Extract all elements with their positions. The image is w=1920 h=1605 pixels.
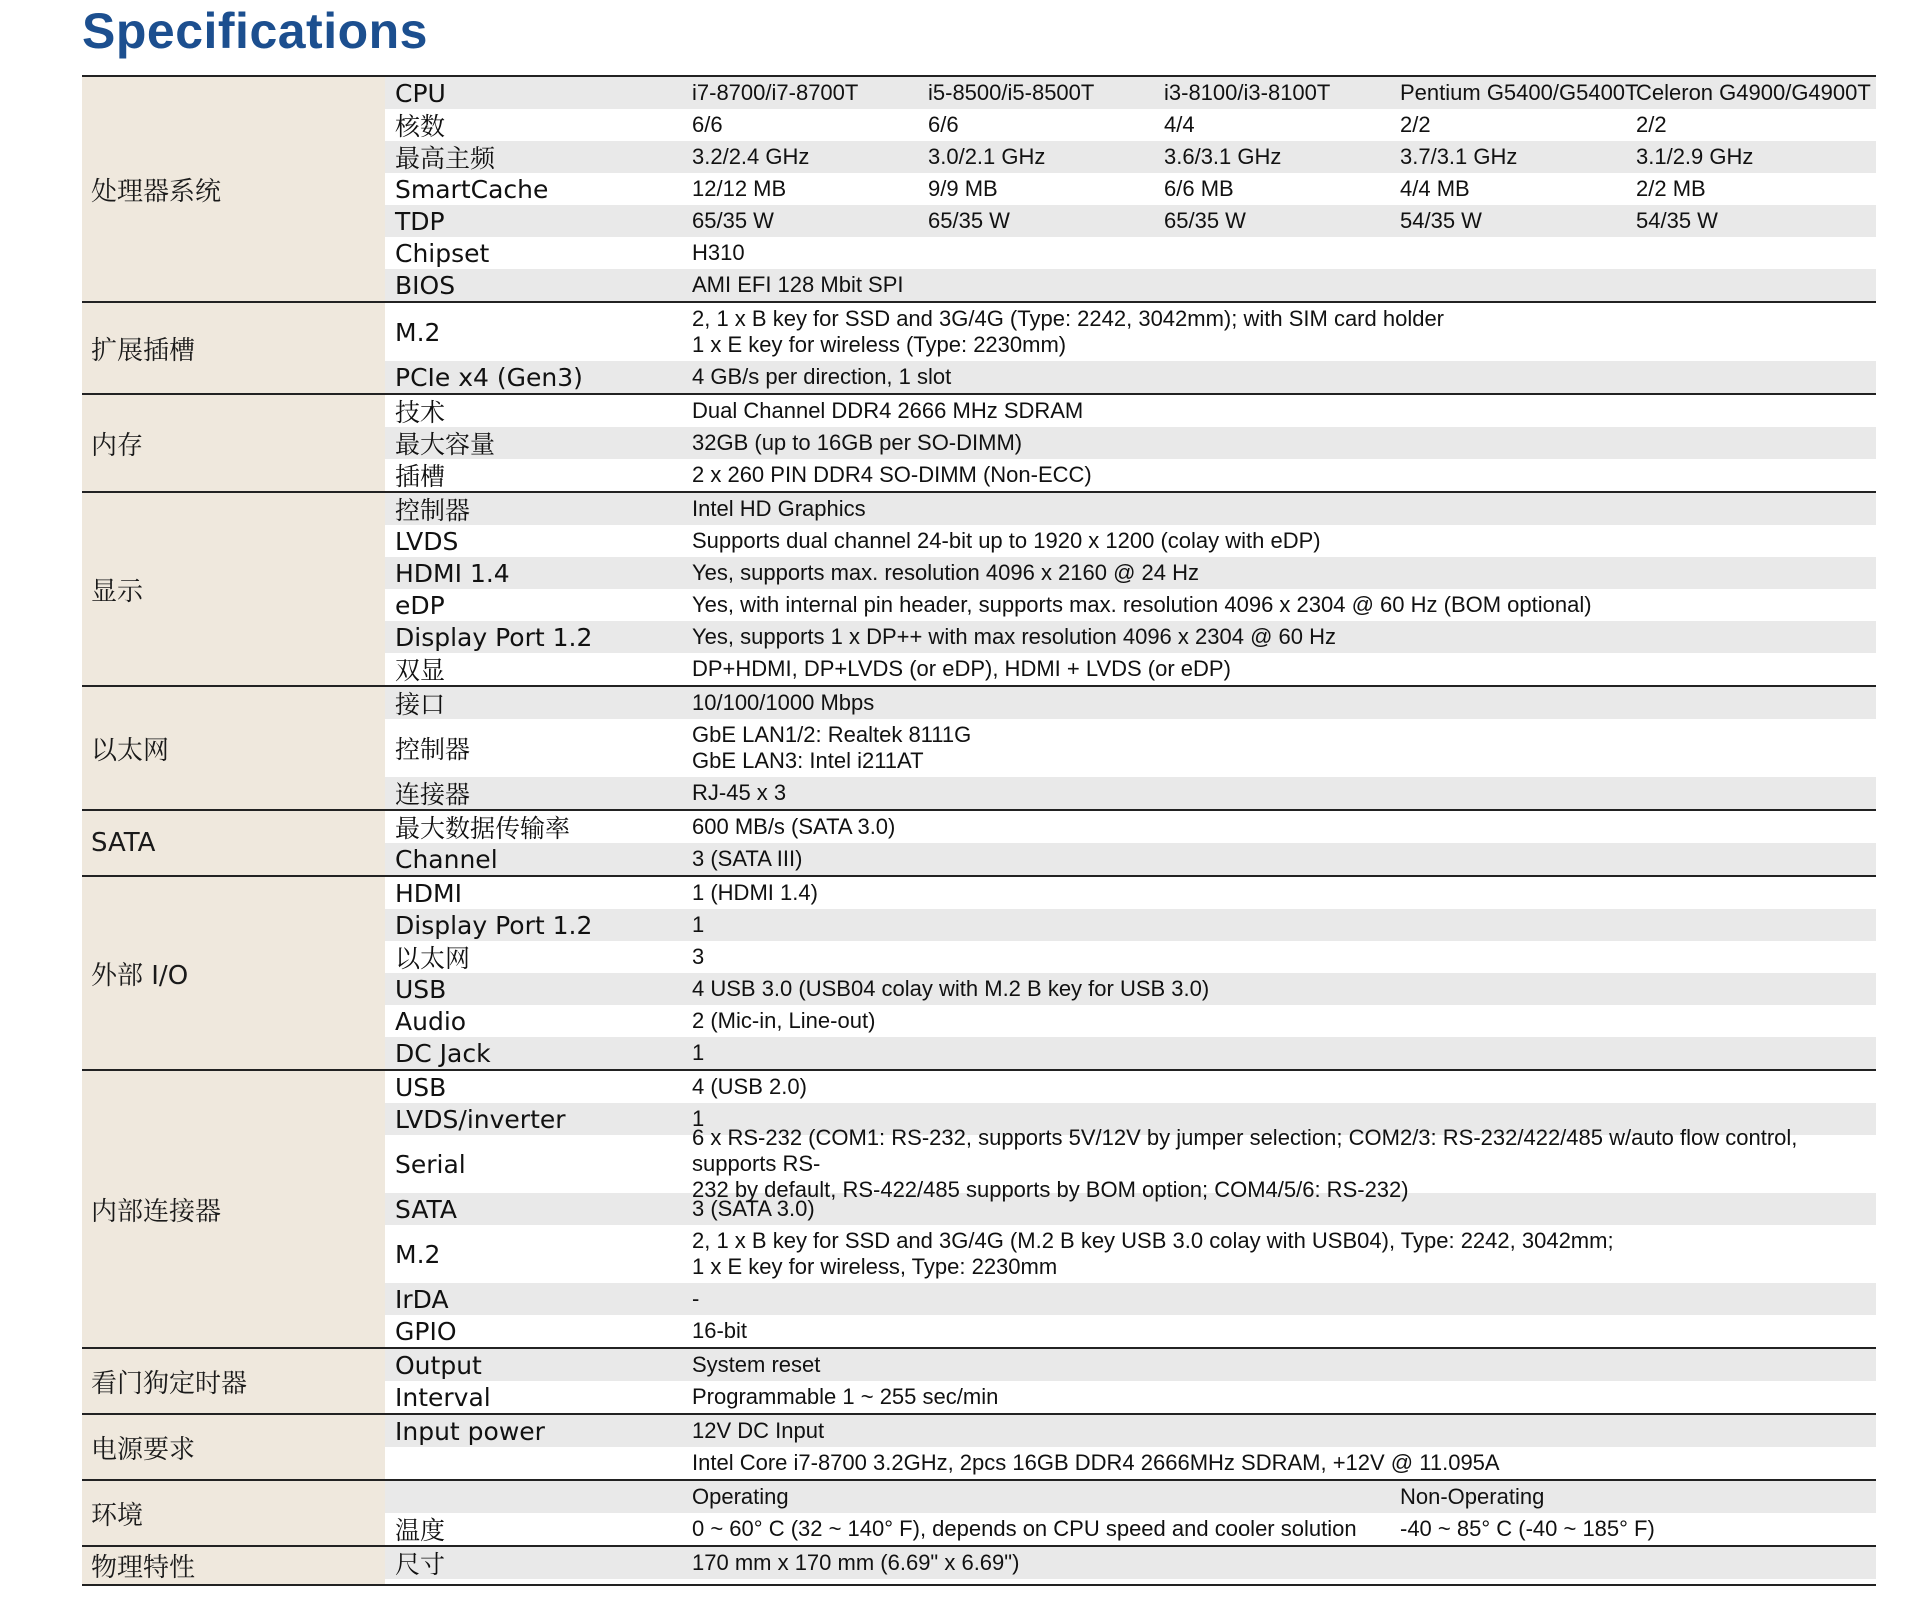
spec-label: 双显 — [395, 656, 446, 685]
spec-label: 最高主频 — [395, 144, 496, 173]
spec-cell: 4/4 MB — [1400, 176, 1470, 201]
section-rows — [385, 303, 1876, 393]
spec-cell: i7-8700/i7-8700T — [692, 80, 859, 105]
spec-value: 32GB (up to 16GB per SO-DIMM) — [692, 430, 1023, 455]
spec-pair — [692, 1484, 1876, 1510]
spec-row — [385, 1225, 1876, 1283]
spec-cells — [692, 176, 1876, 202]
spec-cell: 6/6 MB — [1164, 176, 1234, 201]
spec-section — [82, 1545, 1876, 1586]
spec-value: 10/100/1000 Mbps — [692, 690, 875, 715]
spec-value: 4 GB/s per direction, 1 slot — [692, 364, 952, 389]
spec-pair — [692, 1516, 1876, 1542]
spec-row — [385, 877, 1876, 909]
spec-value — [692, 306, 1876, 358]
spec-row — [385, 1513, 1876, 1545]
spec-row — [385, 811, 1876, 843]
spec-section — [82, 491, 1876, 685]
spec-value: Yes, supports max. resolution 4096 x 2160 @ 24 Hz — [692, 560, 1200, 585]
spec-label: 控制器 — [395, 496, 471, 525]
spec-section — [82, 393, 1876, 491]
spec-cell: i5-8500/i5-8500T — [928, 80, 1095, 105]
spec-cell: 3.6/3.1 GHz — [1164, 144, 1282, 169]
spec-label: SATA — [395, 1194, 457, 1224]
spec-label: 最大数据传输率 — [395, 814, 571, 843]
spec-label: 连接器 — [395, 780, 471, 809]
spec-label: Serial — [395, 1149, 466, 1179]
spec-cell: 6/6 — [692, 112, 723, 137]
spec-label: BIOS — [395, 270, 456, 300]
spec-label: TDP — [395, 206, 445, 236]
section-rows — [385, 811, 1876, 875]
spec-label: Display Port 1.2 — [395, 622, 593, 652]
spec-value: Programmable 1 ~ 255 sec/min — [692, 1384, 999, 1409]
spec-section — [82, 809, 1876, 875]
spec-value: Yes, with internal pin header, supports max. resolution 4096 x 2304 @ 60 Hz (BOM optional) — [692, 592, 1592, 617]
spec-label: 以太网 — [395, 944, 471, 973]
spec-row — [385, 1193, 1876, 1225]
spec-row — [385, 1005, 1876, 1037]
spec-label: 尺寸 — [395, 1550, 446, 1579]
spec-cell: -40 ~ 85° C (-40 ~ 185° F) — [1400, 1516, 1655, 1541]
spec-label: M.2 — [395, 1239, 441, 1269]
spec-cell: 3.0/2.1 GHz — [928, 144, 1046, 169]
spec-cell: 65/35 W — [1164, 208, 1246, 233]
spec-row — [385, 303, 1876, 361]
spec-value-line: 2, 1 x B key for SSD and 3G/4G (Type: 2242, 3042mm); with SIM card holder — [692, 306, 1445, 331]
spec-label: 核数 — [395, 112, 446, 141]
section-category: 外部 I/O — [82, 877, 385, 1069]
spec-value: 16-bit — [692, 1318, 748, 1343]
spec-row — [385, 427, 1876, 459]
section-rows — [385, 1071, 1876, 1347]
section-rows — [385, 687, 1876, 809]
spec-label: 技术 — [395, 398, 446, 427]
spec-label: Display Port 1.2 — [395, 910, 593, 940]
section-category: 环境 — [82, 1481, 385, 1545]
section-rows — [385, 1415, 1876, 1479]
spec-label: DC Jack — [395, 1038, 491, 1068]
spec-row — [385, 1447, 1876, 1479]
spec-label: USB — [395, 1072, 447, 1102]
spec-row — [385, 909, 1876, 941]
spec-value: 3 (SATA 3.0) — [692, 1196, 815, 1221]
spec-row — [385, 361, 1876, 393]
section-rows — [385, 395, 1876, 491]
spec-value: 1 — [692, 912, 705, 937]
spec-cell: 9/9 MB — [928, 176, 998, 201]
spec-cells — [692, 144, 1876, 170]
spec-value-line: 2, 1 x B key for SSD and 3G/4G (M.2 B key USB 3.0 colay with USB04), Type: 2242, 3042mm; — [692, 1228, 1614, 1253]
spec-row — [385, 1315, 1876, 1347]
spec-row — [385, 525, 1876, 557]
spec-label: PCIe x4 (Gen3) — [395, 362, 583, 392]
spec-section — [82, 1413, 1876, 1479]
spec-row — [385, 269, 1876, 301]
spec-label: Audio — [395, 1006, 467, 1036]
section-category: 扩展插槽 — [82, 303, 385, 393]
spec-label: Output — [395, 1350, 482, 1380]
spec-value: 1 — [692, 1040, 705, 1065]
spec-section — [82, 1479, 1876, 1545]
section-category: 显示 — [82, 493, 385, 685]
spec-row — [385, 205, 1876, 237]
section-category: 处理器系统 — [82, 77, 385, 301]
spec-section — [82, 685, 1876, 809]
spec-cell: 65/35 W — [692, 208, 774, 233]
spec-value-line: GbE LAN1/2: Realtek 8111G — [692, 722, 972, 747]
spec-cell: 2/2 — [1636, 112, 1667, 137]
spec-value: AMI EFI 128 Mbit SPI — [692, 272, 904, 297]
spec-row — [385, 141, 1876, 173]
spec-value: 2 x 260 PIN DDR4 SO-DIMM (Non-ECC) — [692, 462, 1092, 487]
spec-row — [385, 173, 1876, 205]
spec-value: DP+HDMI, DP+LVDS (or eDP), HDMI + LVDS (or eDP) — [692, 656, 1231, 681]
section-category: 以太网 — [82, 687, 385, 809]
spec-value: 2 (Mic-in, Line-out) — [692, 1008, 876, 1033]
section-category: 物理特性 — [82, 1547, 385, 1584]
spec-row — [385, 973, 1876, 1005]
spec-label: eDP — [395, 590, 445, 620]
spec-value: Supports dual channel 24-bit up to 1920 x 1200 (colay with eDP) — [692, 528, 1321, 553]
spec-label: Chipset — [395, 238, 490, 268]
spec-row — [385, 719, 1876, 777]
spec-value-line: 232 by default, RS-422/485 supports by BOM option; COM4/5/6: RS-232) — [692, 1177, 1409, 1202]
spec-cell: Celeron G4900/G4900T — [1636, 80, 1871, 105]
spec-row — [385, 1071, 1876, 1103]
spec-value: 3 (SATA III) — [692, 846, 803, 871]
spec-cell: 3.1/2.9 GHz — [1636, 144, 1754, 169]
spec-value: 4 (USB 2.0) — [692, 1074, 807, 1099]
spec-label: M.2 — [395, 317, 441, 347]
spec-value: 3 — [692, 944, 705, 969]
spec-row — [385, 621, 1876, 653]
spec-row — [385, 1125, 1876, 1202]
spec-row — [385, 1547, 1876, 1579]
spec-row — [385, 237, 1876, 269]
spec-row — [385, 557, 1876, 589]
spec-value-line: 1 x E key for wireless (Type: 2230mm) — [692, 332, 1067, 357]
spec-row — [385, 1481, 1876, 1513]
spec-label: LVDS/inverter — [395, 1104, 566, 1134]
section-category: 内存 — [82, 395, 385, 491]
section-category: 电源要求 — [82, 1415, 385, 1479]
spec-label: 温度 — [395, 1516, 446, 1545]
spec-cell: Operating — [692, 1484, 789, 1509]
section-rows — [385, 1547, 1876, 1584]
spec-value-line: 1 x E key for wireless, Type: 2230mm — [692, 1254, 1058, 1279]
spec-value: Yes, supports 1 x DP++ with max resolution 4096 x 2304 @ 60 Hz — [692, 624, 1336, 649]
spec-cell: i3-8100/i3-8100T — [1164, 80, 1331, 105]
spec-row — [385, 493, 1876, 525]
spec-row — [385, 77, 1876, 109]
spec-value — [692, 1228, 1876, 1280]
spec-label: CPU — [395, 78, 446, 108]
spec-value: 1 — [692, 1106, 705, 1131]
spec-cell: 3.2/2.4 GHz — [692, 144, 810, 169]
spec-label: 控制器 — [395, 735, 471, 764]
spec-label: HDMI — [395, 878, 462, 908]
spec-label: 接口 — [395, 690, 446, 719]
spec-row — [385, 1349, 1876, 1381]
spec-label: HDMI 1.4 — [395, 558, 510, 588]
spec-cell: 6/6 — [928, 112, 959, 137]
spec-value: 1 (HDMI 1.4) — [692, 880, 818, 905]
spec-cell: Non-Operating — [1400, 1484, 1545, 1509]
spec-value: RJ-45 x 3 — [692, 780, 787, 805]
spec-value: 12V DC Input — [692, 1418, 825, 1443]
spec-value: 170 mm x 170 mm (6.69" x 6.69") — [692, 1550, 1020, 1575]
spec-value: Intel HD Graphics — [692, 496, 866, 521]
spec-value — [692, 1125, 1876, 1203]
spec-cell: 12/12 MB — [692, 176, 787, 201]
spec-value: 4 USB 3.0 (USB04 colay with M.2 B key for USB 3.0) — [692, 976, 1210, 1001]
spec-value: H310 — [692, 240, 745, 265]
spec-label: SmartCache — [395, 174, 549, 204]
spec-value-line: 6 x RS-232 (COM1: RS-232, supports 5V/12V by jumper selection; COM2/3: RS-232/422/485 w/auto flow control, supports RS- — [692, 1125, 1798, 1176]
spec-row — [385, 589, 1876, 621]
spec-row — [385, 459, 1876, 491]
spec-label: Channel — [395, 844, 498, 874]
spec-label: IrDA — [395, 1284, 449, 1314]
spec-label: GPIO — [395, 1316, 457, 1346]
spec-section — [82, 1069, 1876, 1347]
section-category: 看门狗定时器 — [82, 1349, 385, 1413]
section-rows — [385, 77, 1876, 301]
spec-cells — [692, 80, 1876, 106]
section-rows — [385, 877, 1876, 1069]
spec-section — [82, 875, 1876, 1069]
spec-row — [385, 843, 1876, 875]
spec-cell: 2/2 — [1400, 112, 1431, 137]
section-category: SATA — [82, 811, 385, 875]
spec-value: 600 MB/s (SATA 3.0) — [692, 814, 896, 839]
spec-section — [82, 301, 1876, 393]
spec-cell: Pentium G5400/G5400T — [1400, 80, 1639, 105]
spec-row — [385, 1381, 1876, 1413]
spec-label: USB — [395, 974, 447, 1004]
spec-row — [385, 777, 1876, 809]
spec-label: Interval — [395, 1382, 491, 1412]
section-category: 内部连接器 — [82, 1071, 385, 1347]
spec-cell: 4/4 — [1164, 112, 1195, 137]
spec-cell: 65/35 W — [928, 208, 1010, 233]
spec-value: - — [692, 1286, 700, 1311]
spec-label: LVDS — [395, 526, 459, 556]
spec-row — [385, 941, 1876, 973]
section-rows — [385, 493, 1876, 685]
spec-value-line: GbE LAN3: Intel i211AT — [692, 748, 924, 773]
spec-value: Intel Core i7-8700 3.2GHz, 2pcs 16GB DDR4 2666MHz SDRAM, +12V @ 11.095A — [692, 1450, 1500, 1475]
spec-label: 最大容量 — [395, 430, 496, 459]
spec-cell: 0 ~ 60° C (32 ~ 140° F), depends on CPU speed and cooler solution — [692, 1516, 1357, 1541]
spec-cells — [692, 112, 1876, 138]
spec-value — [692, 722, 1876, 774]
section-rows — [385, 1481, 1876, 1545]
spec-cell: 3.7/3.1 GHz — [1400, 144, 1518, 169]
spec-table — [82, 75, 1876, 1586]
spec-section — [82, 1347, 1876, 1413]
spec-row — [385, 1037, 1876, 1069]
spec-label: 插槽 — [395, 462, 446, 491]
spec-value: Dual Channel DDR4 2666 MHz SDRAM — [692, 398, 1084, 423]
spec-label: Input power — [395, 1416, 545, 1446]
spec-row — [385, 687, 1876, 719]
spec-row — [385, 1283, 1876, 1315]
spec-cell: 54/35 W — [1636, 208, 1718, 233]
spec-cell: 2/2 MB — [1636, 176, 1706, 201]
spec-row — [385, 395, 1876, 427]
spec-cells — [692, 208, 1876, 234]
spec-value: System reset — [692, 1352, 821, 1377]
section-rows — [385, 1349, 1876, 1413]
spec-cell: 54/35 W — [1400, 208, 1482, 233]
spec-row — [385, 1415, 1876, 1447]
spec-row — [385, 653, 1876, 685]
spec-section — [82, 75, 1876, 301]
page-title: Specifications — [82, 3, 428, 59]
spec-row — [385, 109, 1876, 141]
